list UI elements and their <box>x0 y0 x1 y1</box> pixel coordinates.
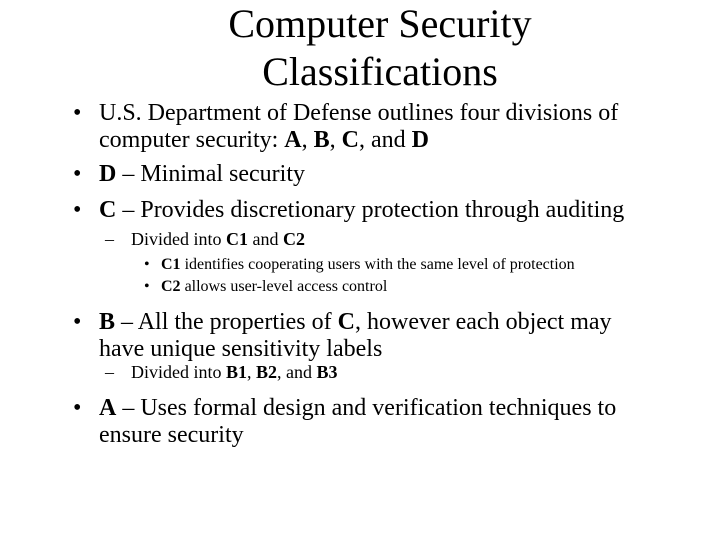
bullet-text-line-2: ensure security <box>99 422 244 448</box>
bullet-text-line-2: have unique sensitivity labels <box>99 336 383 362</box>
bullet-division-d <box>73 161 305 188</box>
bullet-icon: • <box>73 395 82 421</box>
division-key: C <box>99 197 117 223</box>
bullet-text-line-1: U.S. Department of Defense outlines four divisions of <box>99 100 619 126</box>
dash-icon: – <box>105 362 114 382</box>
bullet-icon: • <box>73 197 82 223</box>
bullet-division-b: • B – All the properties of C, however each object may have unique sensitivity labels <box>73 309 612 362</box>
bullet-icon: • <box>144 256 150 273</box>
title-line-1: Computer Security <box>228 1 532 46</box>
bullet-dod-divisions <box>73 100 619 154</box>
bullet-icon: • <box>73 309 82 335</box>
title-line-2: Classifications <box>262 49 498 94</box>
bullet-icon: • <box>144 278 150 295</box>
bullet-division-a: • A – Uses formal design and verification techniques to ensure security <box>73 395 617 448</box>
sub-bullet-b-divisions: – Divided into B1, B2, and B3 <box>105 362 338 382</box>
bullet-icon: • <box>73 100 82 126</box>
bullet-text-line-2: computer security: A, B, C, and D <box>99 127 429 153</box>
sub-sub-bullet-c1: • C1 identifies cooperating users with the same level of protection <box>144 256 575 273</box>
division-key: D <box>99 161 117 187</box>
sub-bullet-c-divisions: – Divided into C1 and C2 <box>105 229 305 249</box>
bullet-division-c <box>73 197 625 224</box>
division-text: – Provides discretionary protection through auditing <box>116 197 625 223</box>
dash-icon: – <box>105 229 114 249</box>
bullet-icon: • <box>73 161 82 187</box>
division-text: – Minimal security <box>116 161 305 187</box>
sub-sub-bullet-c2: • C2 allows user-level access control <box>144 278 388 295</box>
